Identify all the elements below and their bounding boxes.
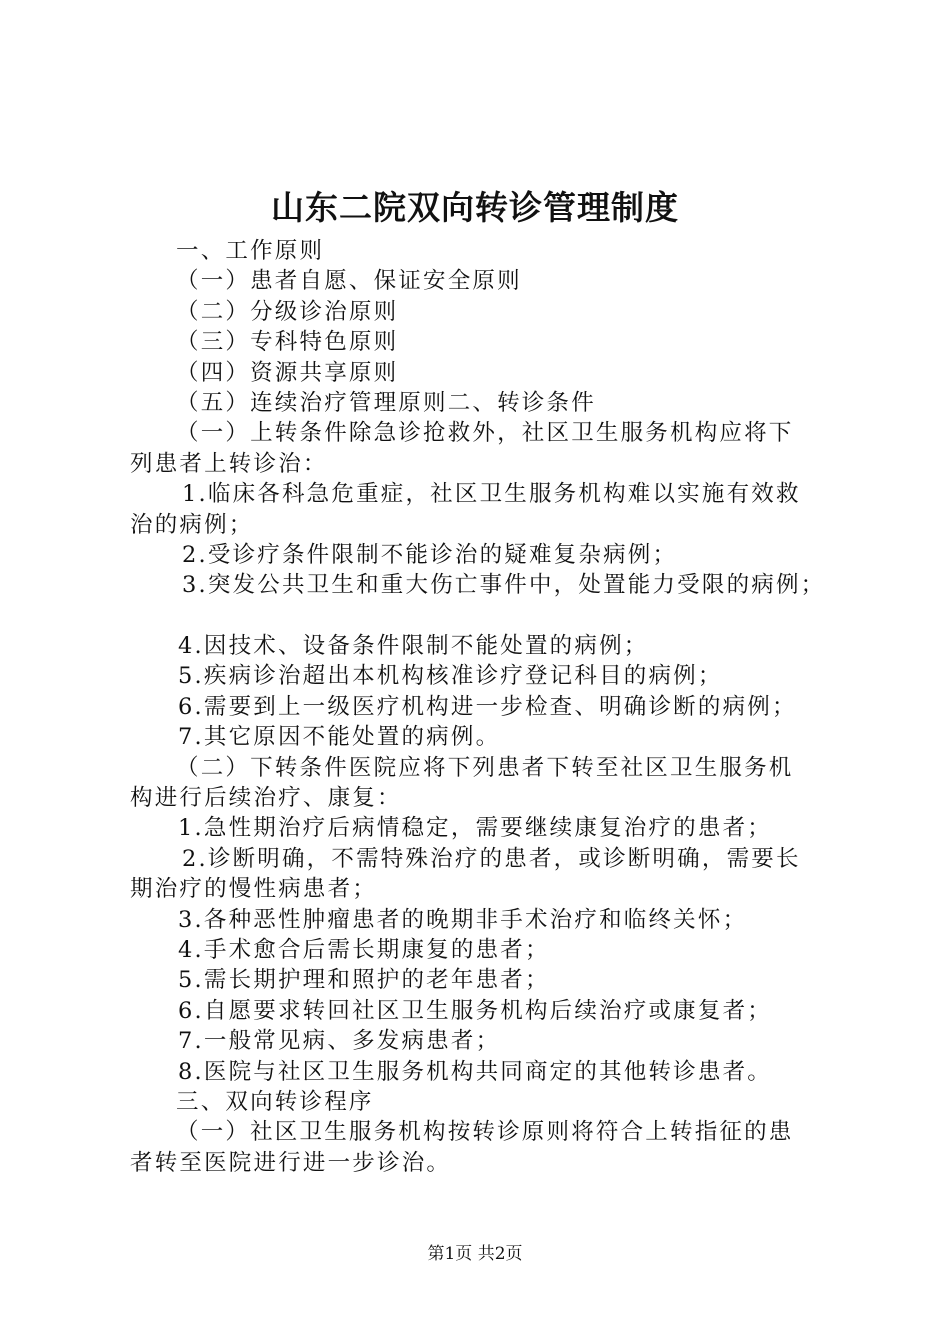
paragraph-line: 列患者上转诊治： <box>130 450 328 477</box>
paragraph-line: 7.一般常见病、多发病患者； <box>178 1028 501 1055</box>
paragraph-line: 5.需长期护理和照护的老年患者； <box>178 967 550 994</box>
paragraph-line: 期治疗的慢性病患者； <box>130 876 378 903</box>
paragraph-line: 4.因技术、设备条件限制不能处置的病例； <box>178 633 649 660</box>
page-footer: 第1页 共2页 <box>427 1244 523 1264</box>
paragraph-line: （一）上转条件除急诊抢救外，社区卫生服务机构应将下 <box>176 420 794 447</box>
section-heading: 一、工作原则 <box>176 238 325 264</box>
paragraph-line: 1.急性期治疗后病情稳定，需要继续康复治疗的患者； <box>178 815 772 842</box>
paragraph-line: 4.手术愈合后需长期康复的患者； <box>178 936 550 963</box>
paragraph-line: 3.突发公共卫生和重大伤亡事件中，处置能力受限的病例； <box>182 572 826 599</box>
paragraph-line: 1.临床各科急危重症，社区卫生服务机构难以实施有效救 <box>182 481 801 508</box>
paragraph-line: 6.需要到上一级医疗机构进一步检查、明确诊断的病例； <box>178 693 797 720</box>
paragraph-line: （一）患者自愿、保证安全原则 <box>176 268 522 295</box>
paragraph-line: （二）下转条件医院应将下列患者下转至社区卫生服务机 <box>176 754 794 781</box>
paragraph-line: 者转至医院进行进一步诊治。 <box>130 1149 452 1176</box>
paragraph-line: 7.其它原因不能处置的病例。 <box>178 724 501 751</box>
paragraph-line: 3.各种恶性肿瘤患者的晚期非手术治疗和临终关怀； <box>178 906 748 933</box>
paragraph-line: 治的病例； <box>130 511 254 538</box>
document-title: 山东二院双向转诊管理制度 <box>271 188 679 227</box>
paragraph-line: （四）资源共享原则 <box>176 359 399 386</box>
document-body <box>130 236 850 1178</box>
section-heading: 三、双向转诊程序 <box>176 1088 374 1115</box>
paragraph-line: （二）分级诊治原则 <box>176 298 399 325</box>
paragraph-line: （一）社区卫生服务机构按转诊原则将符合上转指征的患 <box>176 1119 794 1146</box>
paragraph-line: 5.疾病诊治超出本机构核准诊疗登记科目的病例； <box>178 663 723 690</box>
paragraph-line: 2.诊断明确，不需特殊治疗的患者，或诊断明确，需要长 <box>182 845 801 872</box>
paragraph-line: 构进行后续治疗、康复： <box>130 785 402 812</box>
paragraph-line: （三）专科特色原则 <box>176 329 399 356</box>
paragraph-line: 2.受诊疗条件限制不能诊治的疑难复杂病例； <box>182 541 678 568</box>
paragraph-line: 6.自愿要求转回社区卫生服务机构后续治疗或康复者； <box>178 997 772 1024</box>
blank-line <box>130 601 850 631</box>
paragraph-line: 8.医院与社区卫生服务机构共同商定的其他转诊患者。 <box>178 1058 772 1085</box>
paragraph-line: （五）连续治疗管理原则二、转诊条件 <box>176 389 596 416</box>
